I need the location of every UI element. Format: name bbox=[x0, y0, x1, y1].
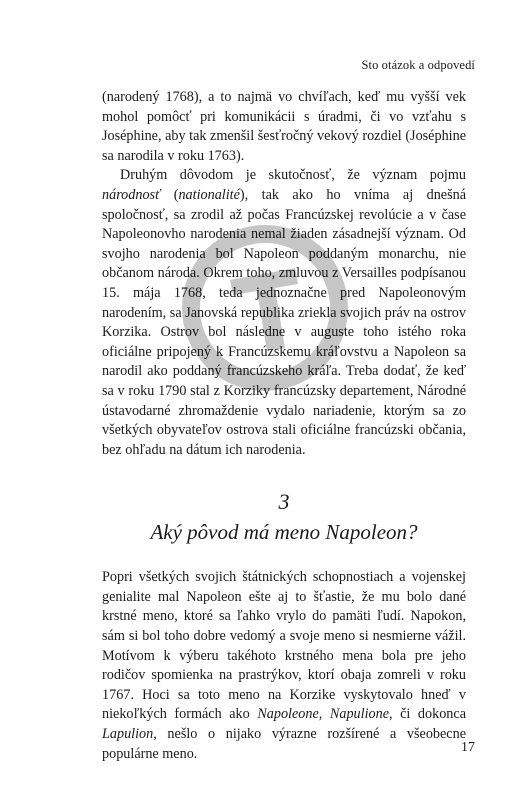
chapter-heading bbox=[102, 488, 466, 546]
paragraph-nationality bbox=[102, 166, 466, 460]
emphasis-name: Napoleone bbox=[257, 706, 319, 723]
paragraph-name-origin bbox=[102, 568, 466, 764]
emphasis-term: nationalité bbox=[178, 186, 240, 203]
running-header: Sto otázok a odpovedí bbox=[361, 58, 475, 72]
chapter-title: Aký pôvod má meno Napoleon? bbox=[150, 520, 418, 545]
text-run: , nešlo o nijako výrazne rozšírené a všeobecne populárne meno. bbox=[102, 726, 466, 762]
emphasis-name: Napulione bbox=[329, 706, 390, 723]
text-run: ( bbox=[160, 186, 179, 203]
text-run: , či dokonca bbox=[389, 706, 466, 723]
text-run: Druhým dôvodom je skutočnosť, že význam pojmu bbox=[120, 167, 466, 184]
text-run: ), tak ako ho vníma aj dnešná spoločnosť, sa zrodil až počas Francúzskej revolúcie a v čase Napoleonovho narodenia nemal žiaden zásadnejší význam. Od svojho narodenia bol Napoleon poddaným monarchu, nie občanom národa. Okrem toho, zmluvou z Versailles podpísanou 15. mája 1768, teda jednoznačne pred Napoleonovým narodením, sa Janovská republika zriekla svojich práv na ostrov Korzika. Ostrov bol následne v auguste toho istého roka oficiálne pripojený k Francúzskemu kráľovstvu a Napoleon sa narodil ako poddaný francúzskeho kráľa. Treba dodať, že keď sa v roku 1790 stal z Korziky francúzsky departement, Národné ústavodarné zhromaždenie vydalo nariadenie, ktorým sa zo všetkých obyvateľov ostrova stali oficiálne francúzski občania, bez ohľadu na dátum ich narodenia. bbox=[102, 186, 467, 458]
paragraph-continuation: (narodený 1768), a to najmä vo chvíľach, keď mu vyšší vek mohol pomôcť pri komunikácii s úradmi, či vo vzťahu s Joséphine, aby tak zmenšil šesťročný vekový rozdiel (Joséphine sa narodila v roku 1763). bbox=[102, 89, 466, 164]
text-run: , bbox=[318, 706, 330, 723]
page-number: 17 bbox=[461, 740, 475, 755]
page-body bbox=[102, 88, 466, 764]
chapter-number: 3 bbox=[278, 489, 290, 515]
text-run: Popri všetkých svojich štátnických schopnostiach a vojenskej genialite mal Napoleon ešte aj to šťastie, že mu bolo dané krstné meno, ktoré sa ľahko vrylo do pamäti ľudí. Napokon, sám si bol toho dobre vedomý a svoje meno si nesmierne vážil. Motívom k výberu takéhoto krstného mena bola pre jeho rodičov spomienka na prastrýkov, ktorí obaja zomreli v roku 1767. Hoci sa toto meno na Korzike vyskytovalo hneď v niekoľkých formách ako bbox=[102, 569, 466, 723]
emphasis-term: národnosť bbox=[102, 186, 161, 203]
emphasis-name: Lapulion bbox=[102, 726, 154, 743]
